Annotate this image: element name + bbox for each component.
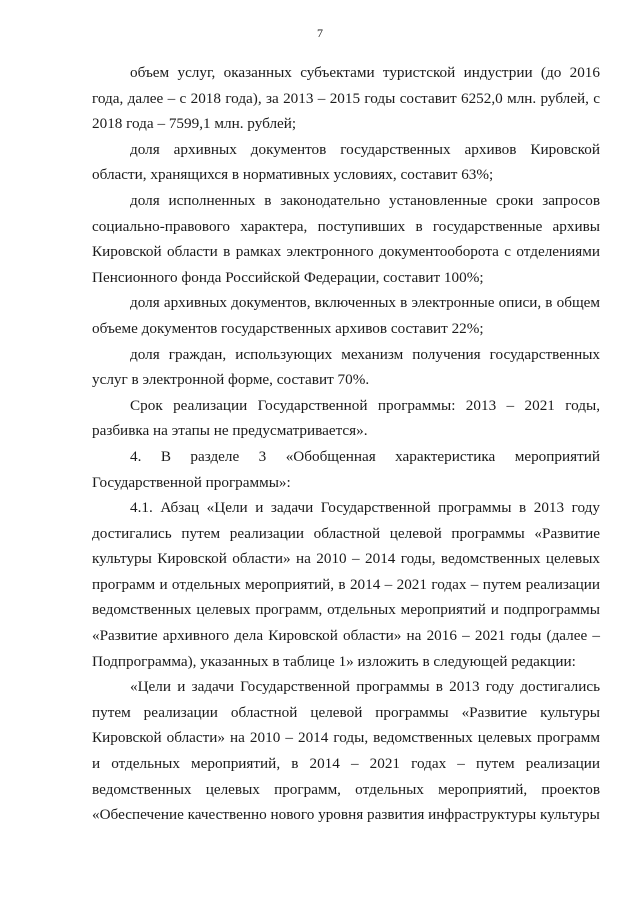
paragraph-electronic-services: доля граждан, использующих механизм получения государственных услуг в электронной форме, составит 70%. <box>92 345 600 389</box>
paragraph-new-wording: «Цели и задачи Государственной программы в 2013 году достигались путем реализации областной целевой программы «Развитие культуры Кировской области» на 2010 – 2014 годы, ведомственных целевых программ и отдельных мероприятий, в 2014 – 2021 годах – путем реализации ведомственных целевых программ, отдельных мероприятий, проектов «Обеспечение качественно нового уровня развития инфраструктуры культуры <box>92 678 600 824</box>
paragraph-section-3: 4. В разделе 3 «Обобщенная характеристика мероприятий Государственной программы»: <box>92 447 600 491</box>
paragraph-archive-storage: доля архивных документов государственных архивов Кировской области, хранящихся в нормативных условиях, составит 63%; <box>92 140 600 184</box>
paragraph-program-term: Срок реализации Государственной программы: 2013 – 2021 годы, разбивка на этапы не предусматривается». <box>92 396 600 440</box>
paragraph-social-requests: доля исполненных в законодательно установленные сроки запросов социально-правового характера, поступивших в государственные архивы Кировской области в рамках электронного документооборота с отделениями Пенсионного фонда Российской Федерации, составит 100%; <box>92 191 600 286</box>
page-number: 7 <box>317 26 323 40</box>
paragraph-electronic-inventories: доля архивных документов, включенных в электронные описи, в общем объеме документов государственных архивов составит 22%; <box>92 294 600 337</box>
document-body <box>92 60 600 828</box>
paragraph-4-1: 4.1. Абзац «Цели и задачи Государственной программы в 2013 году достигались путем реализации областной целевой программы «Развитие культуры Кировской области» на 2010 – 2014 годы, ведомственных целевых программ и отдельных мероприятий, в 2014 – 2021 годах – путем реализации ведомственных целевых программ, отдельных мероприятий и подпрограммы «Развитие архивного дела Кировской области» на 2016 – 2021 годы (далее – Подпрограмма), указанных в таблице 1» изложить в следующей редакции: <box>92 499 600 670</box>
paragraph-tourism-services: объем услуг, оказанных субъектами туристской индустрии (до 2016 года, далее – с 2018 года), за 2013 – 2015 годы составит 6252,0 млн. рублей, с 2018 года – 7599,1 млн. рублей; <box>92 64 600 133</box>
